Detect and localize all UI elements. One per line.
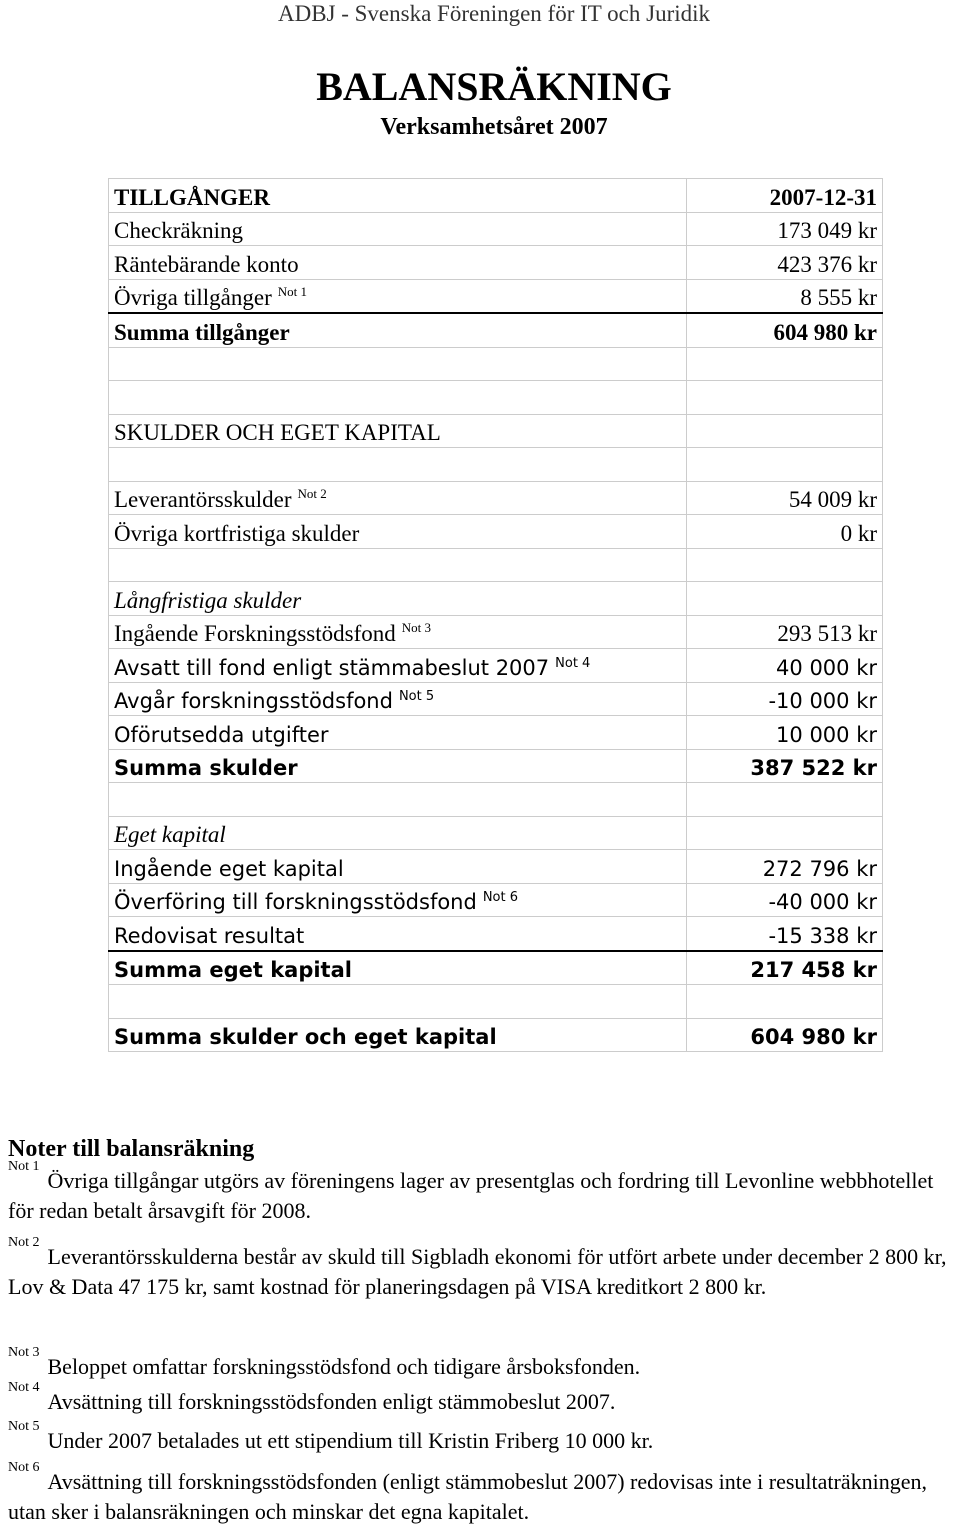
- balance-sheet-table: [108, 178, 883, 1052]
- empty-cell: [687, 414, 883, 448]
- table-row: [109, 246, 883, 280]
- table-row: [109, 582, 883, 616]
- table-row: [109, 749, 883, 783]
- note-text: Avsättning till forskningsstödsfonden enligt stämmobeslut 2007.: [47, 1389, 616, 1414]
- note-ref: Not 2: [297, 486, 327, 502]
- organization-name: ADBJ - Svenska Föreningen för IT och Juridik: [277, 1, 711, 26]
- row-amount: 423 376 kr: [687, 246, 883, 280]
- row-amount: 604 980 kr: [687, 1018, 883, 1052]
- page-subtitle: Verksamhetsåret 2007: [380, 114, 608, 140]
- row-label: Summa skulder: [109, 749, 687, 783]
- row-label: Överföring till forskningsstödsfond: [114, 890, 477, 914]
- row-label: Summa eget kapital: [109, 951, 687, 985]
- note-ref: Not 4: [555, 655, 591, 671]
- row-amount: 40 000 kr: [687, 649, 883, 683]
- row-label-cell: [109, 883, 687, 917]
- table-row: [109, 212, 883, 246]
- row-label: Övriga tillgånger: [114, 285, 272, 310]
- note-text: Under 2007 betalades ut ett stipendium till Kristin Friberg 10 000 kr.: [47, 1428, 654, 1453]
- row-amount: -40 000 kr: [687, 883, 883, 917]
- note-text: Beloppet omfattar forskningsstödsfond och tidigare årsboksfonden.: [47, 1354, 641, 1379]
- note-item: [8, 1460, 953, 1527]
- row-label: Räntebärande konto: [109, 246, 687, 280]
- empty-cell: [109, 347, 687, 381]
- row-amount: 54 009 kr: [687, 481, 883, 515]
- row-label: Redovisat resultat: [109, 917, 687, 951]
- row-label: Avsatt till fond enligt stämmabeslut 2007: [114, 655, 550, 680]
- row-amount: 173 049 kr: [687, 212, 883, 246]
- row-label-cell: [109, 649, 687, 683]
- table-row: [109, 850, 883, 884]
- note-ref: Not 1: [277, 284, 308, 300]
- empty-cell: [109, 448, 687, 482]
- table-row: [109, 414, 883, 448]
- note-ref: Not 6: [482, 890, 519, 905]
- note-key: Not 1: [8, 1159, 40, 1174]
- row-label-cell: [109, 481, 687, 515]
- page-title: BALANSRÄKNING: [316, 64, 672, 109]
- empty-cell: [687, 783, 883, 817]
- report-date: 2007-12-31: [687, 179, 883, 213]
- equity-heading: Eget kapital: [109, 816, 687, 850]
- empty-cell: [109, 548, 687, 582]
- row-amount: 217 458 kr: [687, 951, 883, 985]
- table-row: [109, 716, 883, 750]
- note-item: [8, 1419, 953, 1456]
- table-row: [109, 649, 883, 683]
- note-ref: Not 3: [401, 620, 431, 636]
- table-row: [109, 816, 883, 850]
- empty-cell: [687, 448, 883, 482]
- table-row: [109, 279, 883, 313]
- note-text: Övriga tillgångar utgörs av föreningens lager av presentglas och fordring till Levonline webbhotellet för redan betalt årsavgift för 2008.: [8, 1168, 934, 1223]
- row-amount: 10 000 kr: [687, 716, 883, 750]
- row-label: Ingående Forskningsstödsfond: [114, 621, 396, 646]
- table-row: [109, 515, 883, 549]
- empty-cell: [687, 582, 883, 616]
- empty-cell: [109, 783, 687, 817]
- table-row: [109, 347, 883, 381]
- empty-cell: [687, 347, 883, 381]
- note-ref: Not 5: [398, 689, 435, 704]
- empty-cell: [109, 381, 687, 415]
- note-item: [8, 1345, 953, 1382]
- row-label: Oförutsedda utgifter: [109, 716, 687, 750]
- row-label-cell: [109, 279, 687, 313]
- note-item: [8, 1159, 953, 1226]
- row-label: Leverantörsskulder: [114, 487, 292, 512]
- note-text: Leverantörsskulderna består av skuld till Sigbladh ekonomi för utfört arbete under december 2 800 kr, Lov & Data 47 175 kr, samt kostnad för planeringsdagen på VISA kreditkort 2 800 kr.: [8, 1244, 947, 1299]
- row-amount: 272 796 kr: [687, 850, 883, 884]
- note-key: Not 2: [8, 1235, 40, 1250]
- empty-cell: [687, 816, 883, 850]
- row-label-cell: [109, 615, 687, 649]
- table-row: [109, 682, 883, 716]
- row-amount: -15 338 kr: [687, 917, 883, 951]
- table-row: [109, 548, 883, 582]
- table-row: [109, 951, 883, 985]
- note-key: Not 3: [8, 1345, 40, 1360]
- row-label: Ingående eget kapital: [109, 850, 687, 884]
- long-term-heading: Långfristiga skulder: [109, 582, 687, 616]
- table-row: [109, 1018, 883, 1052]
- table-row: [109, 783, 883, 817]
- row-label: Avgår forskningsstödsfond: [114, 689, 393, 713]
- row-label: Summa skulder och eget kapital: [109, 1018, 687, 1052]
- table-row: [109, 313, 883, 347]
- note-text: Avsättning till forskningsstödsfonden (enligt stämmobeslut 2007) redovisas inte i resultaträkningen, utan sker i balansräkningen och minskar det egna kapitalet.: [8, 1469, 927, 1524]
- row-label: Checkräkning: [109, 212, 687, 246]
- row-amount: 8 555 kr: [687, 279, 883, 313]
- row-amount: -10 000 kr: [687, 682, 883, 716]
- note-item: [8, 1380, 953, 1417]
- assets-heading: TILLGÅNGER: [109, 179, 687, 213]
- note-key: Not 4: [8, 1380, 40, 1395]
- empty-cell: [687, 985, 883, 1019]
- table-row: [109, 448, 883, 482]
- row-amount: 293 513 kr: [687, 615, 883, 649]
- table-row: [109, 381, 883, 415]
- row-amount: 387 522 kr: [687, 749, 883, 783]
- empty-cell: [687, 381, 883, 415]
- table-row: [109, 883, 883, 917]
- table-row: [109, 615, 883, 649]
- row-amount: 0 kr: [687, 515, 883, 549]
- note-key: Not 5: [8, 1419, 40, 1434]
- table-row: [109, 985, 883, 1019]
- row-label: Summa tillgånger: [109, 313, 687, 347]
- notes-title: Noter till balansräkning: [8, 1136, 255, 1162]
- table-row: [109, 917, 883, 951]
- row-amount: 604 980 kr: [687, 313, 883, 347]
- note-key: Not 6: [8, 1460, 40, 1475]
- row-label-cell: [109, 682, 687, 716]
- liabilities-heading: SKULDER OCH EGET KAPITAL: [109, 414, 687, 448]
- empty-cell: [109, 985, 687, 1019]
- note-item: [8, 1235, 953, 1302]
- table-row: [109, 179, 883, 213]
- table-row: [109, 481, 883, 515]
- empty-cell: [687, 548, 883, 582]
- row-label: Övriga kortfristiga skulder: [109, 515, 687, 549]
